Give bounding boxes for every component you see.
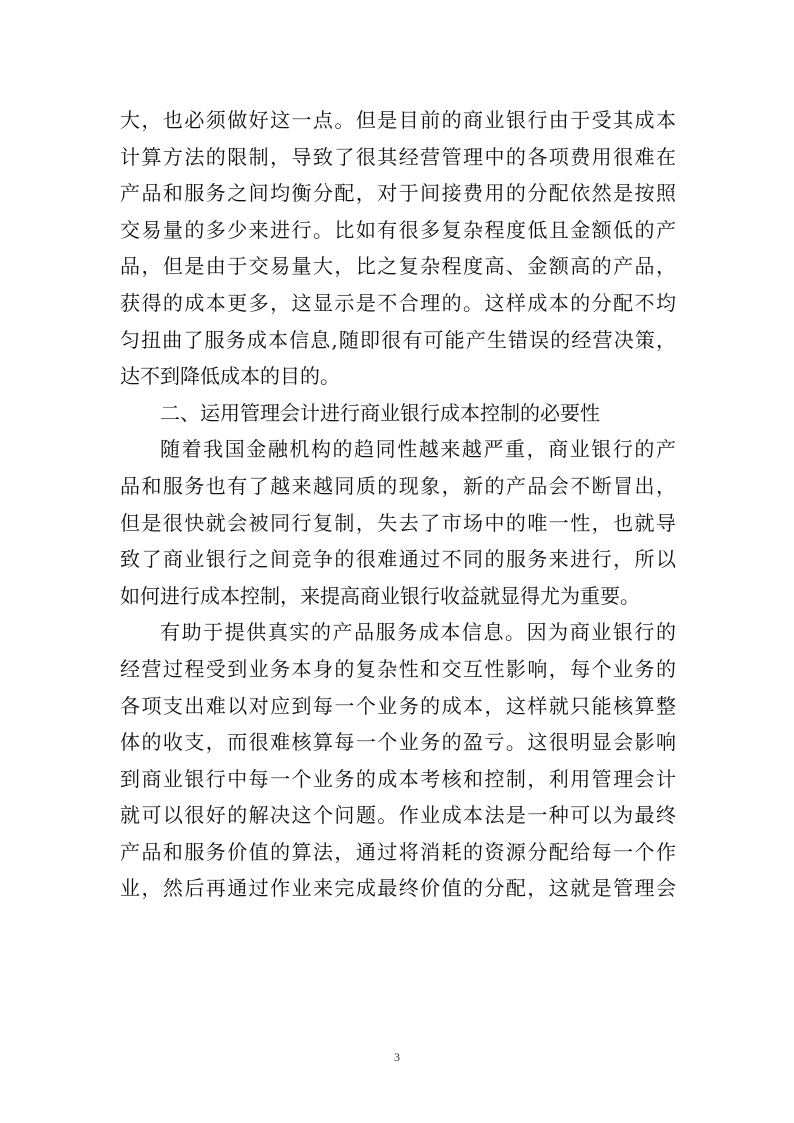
text-line: 产品和服务之间均衡分配，对于间接费用的分配依然是按照 — [120, 181, 676, 206]
text-line: 如何进行成本控制，来提高商业银行收益就显得尤为重要。 — [120, 583, 640, 608]
text-line: 品和服务也有了越来越同质的现象，新的产品会不断冒出， — [120, 473, 676, 498]
text-line: 业，然后再通过作业来完成最终价值的分配，这就是管理会 — [120, 876, 676, 901]
text-line: 随着我国金融机构的趋同性越来越严重，商业银行的产 — [160, 437, 676, 462]
body-text — [120, 102, 676, 907]
text-line: 致了商业银行之间竞争的很难通过不同的服务来进行，所以 — [120, 547, 676, 572]
text-line: 品，但是由于交易量大，比之复杂程度高、金额高的产品， — [120, 254, 676, 279]
text-line: 匀扭曲了服务成本信息,随即很有可能产生错误的经营决策， — [120, 327, 676, 352]
text-line: 交易量的多少来进行。比如有很多复杂程度低且金额低的产 — [120, 217, 676, 242]
text-line: 体的收支，而很难核算每一个业务的盈亏。这很明显会影响 — [120, 730, 676, 755]
text-line: 各项支出难以对应到每一个业务的成本，这样就只能核算整 — [120, 693, 676, 718]
page-number: 3 — [394, 1050, 400, 1064]
text-line: 大，也必须做好这一点。但是目前的商业银行由于受其成本 — [120, 108, 676, 132]
text-line: 计算方法的限制，导致了很其经营管理中的各项费用很难在 — [120, 144, 676, 169]
text-line: 有助于提供真实的产品服务成本信息。因为商业银行的 — [160, 620, 676, 645]
text-line: 到商业银行中每一个业务的成本考核和控制，利用管理会计 — [120, 766, 676, 791]
text-line: 获得的成本更多，这显示是不合理的。这样成本的分配不均 — [120, 290, 676, 315]
text-line: 达不到降低成本的目的。 — [120, 364, 340, 389]
text-line: 经营过程受到业务本身的复杂性和交互性影响，每个业务的 — [120, 656, 676, 681]
text-line: 就可以很好的解决这个问题。作业成本法是一种可以为最终 — [120, 803, 676, 828]
text-line: 但是很快就会被同行复制，失去了市场中的唯一性，也就导 — [120, 510, 676, 535]
text-line: 产品和服务价值的算法，通过将消耗的资源分配给每一个作 — [120, 839, 676, 864]
section-heading: 二、运用管理会计进行商业银行成本控制的必要性 — [160, 400, 600, 425]
